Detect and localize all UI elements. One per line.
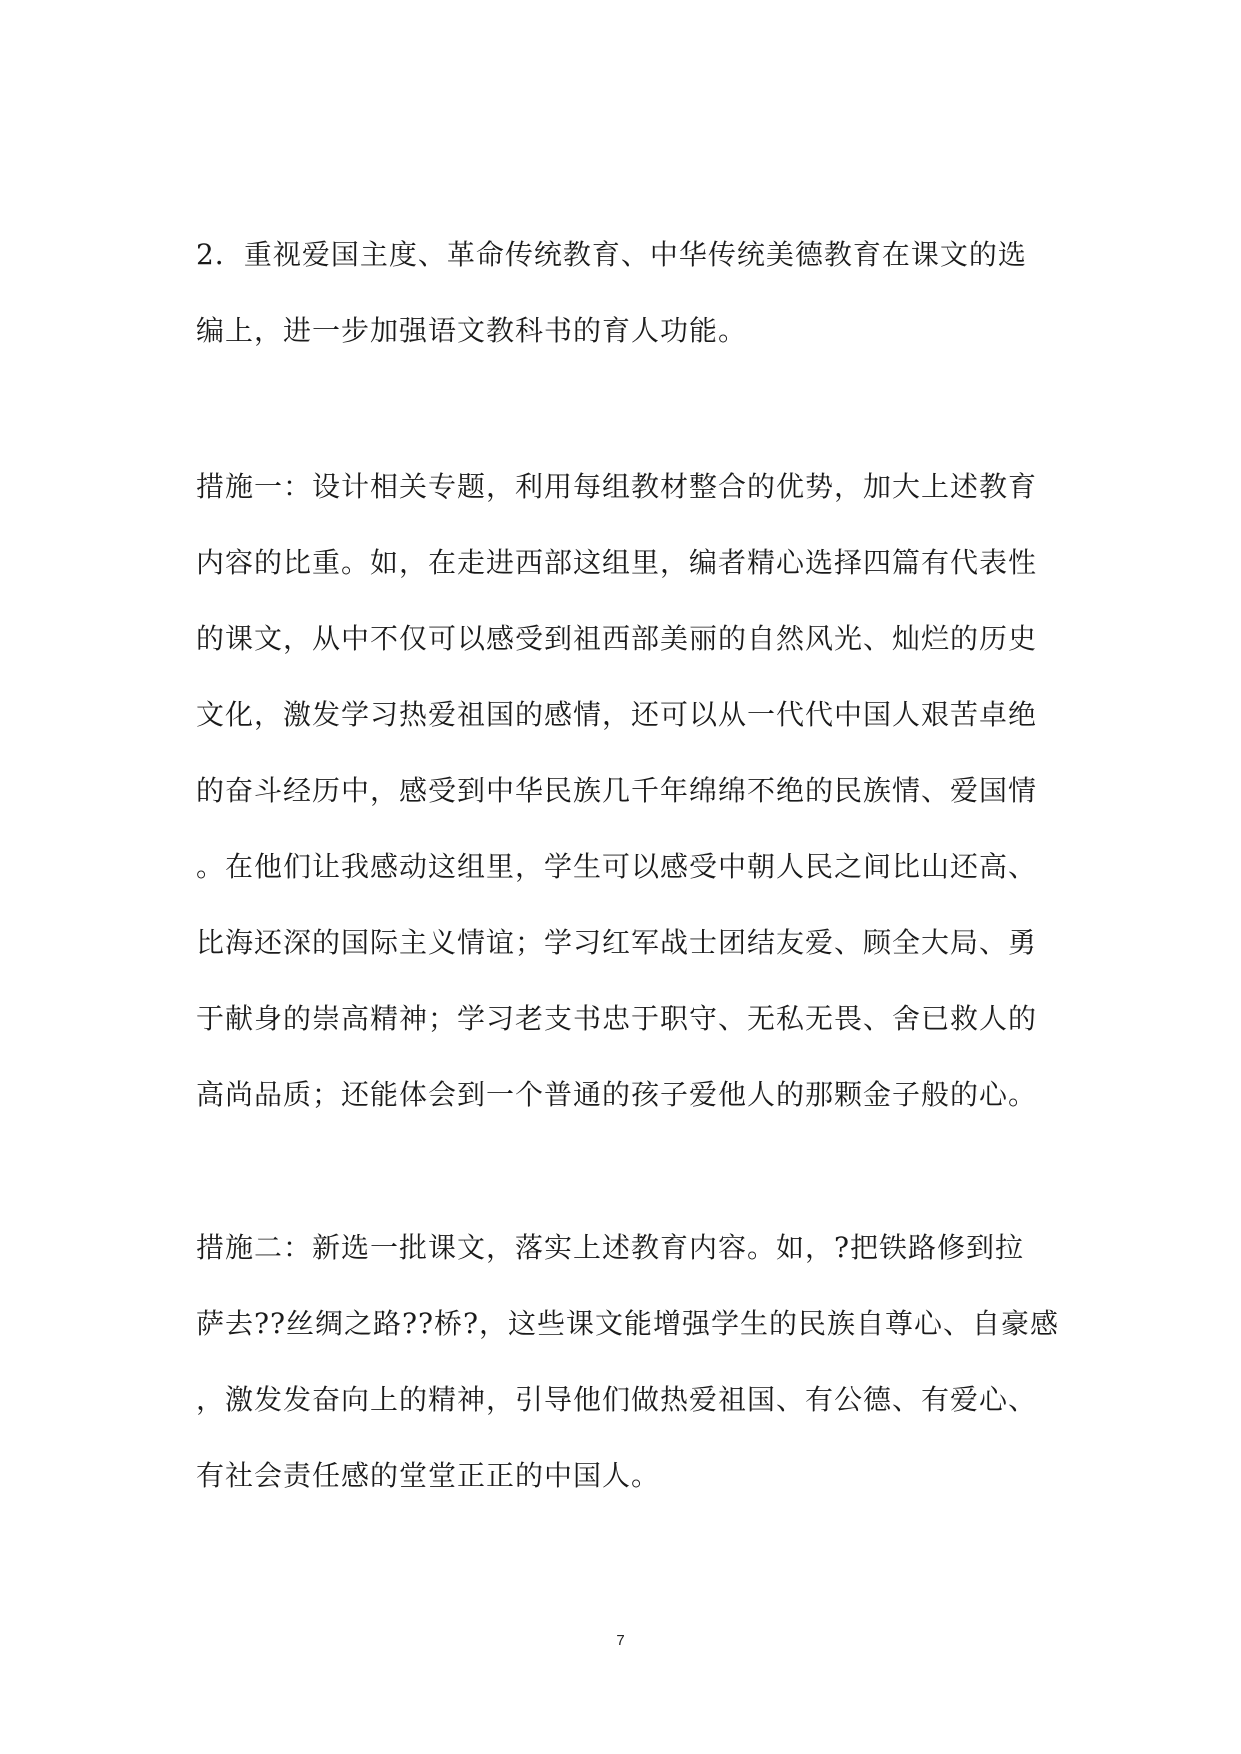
text-line: 编上，进一步加强语文教科书的育人功能。 bbox=[196, 314, 748, 347]
paragraph-measure-one bbox=[196, 449, 1096, 1133]
text-line: 措施二：新选一批课文，落实上述教育内容。如，?把铁路修到拉 bbox=[196, 1231, 1025, 1264]
text-line: 高尚品质；还能体会到一个普通的孩子爱他人的那颗金子般的心。 bbox=[196, 1078, 1038, 1111]
text-line: 的课文，从中不仅可以感受到祖西部美丽的自然风光、灿烂的历史 bbox=[196, 622, 1038, 655]
text-line: 措施一：设计相关专题，利用每组教材整合的优势，加大上述教育 bbox=[196, 470, 1038, 503]
paragraph-measure-two bbox=[196, 1210, 1096, 1514]
text-line: 2．重视爱国主度、革命传统教育、中华传统美德教育在课文的选 bbox=[196, 238, 1027, 271]
text-line: 的奋斗经历中，感受到中华民族几千年绵绵不绝的民族情、爱国情 bbox=[196, 774, 1038, 807]
paragraph-moral-education-heading bbox=[196, 217, 1096, 369]
text-line: 内容的比重。如，在走进西部这组里，编者精心选择四篇有代表性 bbox=[196, 546, 1038, 579]
text-line: 萨去??丝绸之路??桥?，这些课文能增强学生的民族自尊心、自豪感 bbox=[196, 1307, 1060, 1340]
text-line: 。在他们让我感动这组里，学生可以感受中朝人民之间比山还高、 bbox=[196, 850, 1038, 883]
page-number: 7 bbox=[616, 1632, 625, 1649]
text-line: 文化，激发学习热爱祖国的感情，还可以从一代代中国人艰苦卓绝 bbox=[196, 698, 1038, 731]
text-line: 比海还深的国际主义情谊；学习红军战士团结友爱、顾全大局、勇 bbox=[196, 926, 1038, 959]
text-line: 于献身的崇高精神；学习老支书忠于职守、无私无畏、舍已救人的 bbox=[196, 1002, 1038, 1035]
text-line: ，激发发奋向上的精神，引导他们做热爱祖国、有公德、有爱心、 bbox=[196, 1383, 1038, 1416]
text-line: 有社会责任感的堂堂正正的中国人。 bbox=[196, 1459, 661, 1492]
